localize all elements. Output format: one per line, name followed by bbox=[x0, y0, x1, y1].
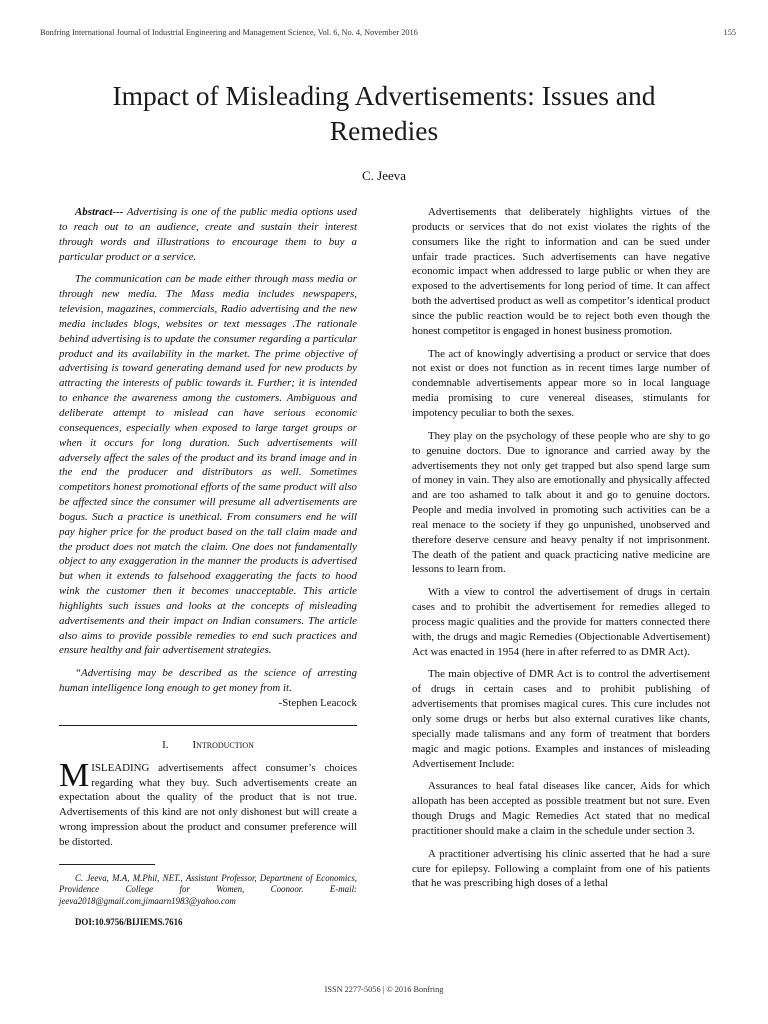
abstract-text-1: Advertising is one of the public media options used to reach out to an audience, create and sustain their interest through words and illustrations to encourage them to buy a particular product or a service. bbox=[59, 206, 357, 263]
body-paragraph-7: A practitioner advertising his clinic asserted that he had a sure cure for epilepsy. Following a complaint from one of his patients that he was prescribing high doses of a lethal bbox=[412, 847, 710, 890]
doi: DOI:10.9756/BIJIEMS.7616 bbox=[75, 916, 183, 927]
abstract-paragraph-2: The communication can be made either through mass media or through new media. The Mass media includes newspapers, television, magazines, commercials, Radio advertising and the new media includes blogs, websites or text messages .The rationale behind advertising is to update the consumer regarding a particular product and its availability in the market. The prime objective of advertising is toward generating demand used for new products by attracting the interests of public towards it. Further; it is intended to enhance the awareness among the customers. Ambiguous and deliberate attempt to mislead can have serious economic consequences, especially when exposed to large target groups or when it occurs for long duration. Such advertisements will adversely affect the sales of the product and its brand image and in the end the producer and distributors as well. Sometimes competitors honest promotional efforts of the same product will also be affected since the consumer will presume all advertisements are bogus. Such a practice is unethical. From consumers end he will pay higher price for the product based on the tall claim made and the product does not match the claim. One does not fundamentally object to any exaggeration in the manner the products is advertised but when it extends to falsehood exaggerating the facts to hood wink the customer then it becomes unacceptable. This article highlights such issues and looks at the concepts of misleading advertisements and their impact on Indian consumers. The article also aims to provide possible remedies to end such practices and ensure healthy and fair advertisement strategies. bbox=[59, 273, 357, 657]
drop-cap: M bbox=[59, 756, 90, 794]
section-number: I. bbox=[162, 738, 169, 751]
abstract-label: Abstract--- bbox=[75, 206, 124, 218]
footnote-divider bbox=[59, 864, 155, 865]
author-name: C. Jeeva bbox=[361, 168, 407, 183]
journal-citation: Bonfring International Journal of Industrial Engineering and Management Science, Vol. 6, No. 4, November 2016 bbox=[40, 28, 418, 37]
author-footnote: C. Jeeva, M.A, M.Phil, NET., Assistant Professor, Department of Economics, Providence College for Women, Coonoor. E-mail: jeeva2018@gmail.com,jimaarn1983@yahoo.com bbox=[59, 872, 357, 906]
abstract-paragraph-1 bbox=[59, 205, 357, 264]
section-heading bbox=[59, 738, 357, 753]
body-paragraph-6: Assurances to heal fatal diseases like cancer, Aids for which allopath has been accepted as possible treatment but not sure. Even though Drugs and Magic Remedies Act stated that no medical practitioner should make a claim in the schedule under section 3. bbox=[412, 780, 710, 837]
body-paragraph-4: With a view to control the advertisement of drugs in certain cases and to prohibit the advertisement for remedies alleged to process magic qualities and the provide for matters connected there with, the drugs and magic Remedies (Objectionable Advertisement) Act was enacted in 1954 (here in after referred to as DMR Act). bbox=[412, 586, 710, 658]
body-paragraph-2: The act of knowingly advertising a product or service that does not exist or does not function as in recent times large number of condemnable advertisements appear more so in local language media promising to cure venereal diseases, stimulants for impotency peculiar to both the sexes. bbox=[412, 347, 710, 419]
epigraph bbox=[59, 666, 357, 711]
epigraph-text: “Advertising may be described as the science of arresting human intelligence long enough to get money from it. bbox=[59, 667, 357, 695]
introduction-paragraph-1 bbox=[59, 756, 357, 850]
page-footer: ISSN 2277-5056 | © 2016 Bonfring bbox=[324, 985, 444, 994]
paper-title-line-2: Remedies bbox=[329, 115, 439, 146]
epigraph-attribution: -Stephen Leacock bbox=[278, 697, 357, 709]
paper-title-line-1: Impact of Misleading Advertisements: Issues and bbox=[112, 80, 656, 111]
body-paragraph-1: Advertisements that deliberately highlights virtues of the products or services that do not exist violates the rights of the consumers like the right to information and can be sued under unfair trade practices. Such advertisements can have negative economic impact when addressed to large public or when they are exposed to the advertisements for long period of time. It can affect both the advertised product as well as competitor’s identical product since the public reaction would be to reject both even though the honest competitor is engaged in honest business promotion. bbox=[412, 206, 710, 337]
page-number: 155 bbox=[723, 28, 736, 37]
paper-title bbox=[60, 78, 708, 148]
section-divider bbox=[59, 725, 357, 726]
introduction bbox=[59, 756, 357, 850]
section-title: Introduction bbox=[192, 738, 254, 751]
right-column bbox=[412, 205, 710, 899]
left-column bbox=[59, 205, 357, 938]
abstract bbox=[59, 205, 357, 658]
running-header bbox=[40, 28, 736, 37]
body-paragraph-5: The main objective of DMR Act is to control the advertisement of drugs in certain cases and to prohibit publishing of advertisements that promises magical cures. This cure includes not only some drugs or herbs but also external curatives like chants, specially made talismans and any form of treatment that borders magic and magic potions. Examples and instances of misleading Advertisement Include: bbox=[412, 668, 710, 770]
body-paragraph-3: They play on the psychology of these people who are shy to go to genuine doctors. Due to ignorance and carried away by the advertisements they not only get trapped but also spend large sum of money in vain. They also are emotionally and physically affected and are too ashamed to talk about it and go to genuine doctors. People and media involved in promoting such activities can be a real menace to the society if they go unpunished, unobserved and therefore deserve censure and heavy penalty if not imprisonment. The death of the patient and quack practicing native medicine are lessons to learn from. bbox=[412, 429, 710, 576]
introduction-text: ISLEADING advertisements affect consumer’s choices regarding what they buy. Such advertisements create an expectation about the quality of the product that is not true. Advertisements of this kind are not only dishonest but will create a wrong impression about the product and consumer preference will be distorted. bbox=[59, 761, 357, 848]
